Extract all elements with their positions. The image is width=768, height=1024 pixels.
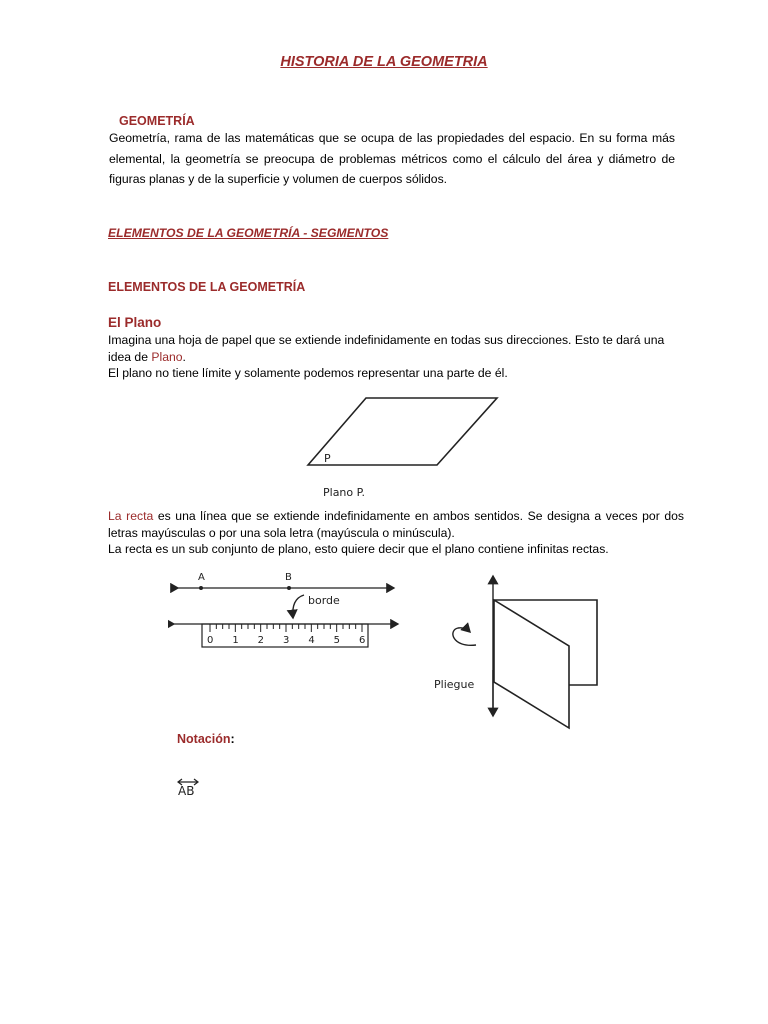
ruler-tick-label: 6 xyxy=(359,635,366,646)
recta-text2: La recta es un sub conjunto de plano, esto quiere decir que el plano contiene infinitas rectas. xyxy=(108,542,609,556)
plane-caption: Plano P. xyxy=(323,486,366,499)
edge-arrow xyxy=(293,595,304,618)
ruler-tick-label: 1 xyxy=(232,635,239,646)
notation-heading xyxy=(177,732,235,746)
paragraph-plano xyxy=(108,332,668,382)
plane-figure xyxy=(300,390,510,502)
point-a-label: A xyxy=(198,572,205,583)
plano-text-line2: El plano no tiene límite y solamente podemos representar una parte de él. xyxy=(108,366,508,380)
ruler-tick-label: 0 xyxy=(207,635,214,646)
point-a-dot xyxy=(199,586,203,590)
ruler-labels xyxy=(207,635,365,646)
ruler-tick-label: 3 xyxy=(283,635,290,646)
ruler-ticks xyxy=(210,624,362,632)
ruler-tick-label: 5 xyxy=(333,635,341,646)
recta-text1: es una línea que se extiende indefinidamente en ambos sentidos. Se designa a veces por dos letras mayúsculas o por una sola letra (mayúscula o minúscula). xyxy=(108,509,685,540)
section-heading-elementos: ELEMENTOS DE LA GEOMETRÍA xyxy=(108,280,306,294)
plane-point-label: P xyxy=(324,452,331,465)
notation-label: Notación xyxy=(177,732,231,746)
section-heading-geometria: GEOMETRÍA xyxy=(119,114,195,128)
fold-figure xyxy=(424,570,604,730)
fold-arrow xyxy=(453,628,476,646)
point-b-dot xyxy=(287,586,291,590)
plano-period: . xyxy=(182,349,186,364)
plano-highlight: Plano xyxy=(151,349,183,364)
paragraph-recta xyxy=(108,508,684,558)
fold-label: Pliegue xyxy=(434,678,475,691)
notation-symbol-text: AB xyxy=(178,784,195,798)
ruler-tick-label: 4 xyxy=(308,635,315,646)
page-title: HISTORIA DE LA GEOMETRIA xyxy=(280,54,488,70)
plane-parallelogram xyxy=(308,398,497,465)
link-elementos-segmentos[interactable]: ELEMENTOS DE LA GEOMETRÍA - SEGMENTOS xyxy=(108,226,389,240)
paragraph-geometria: Geometría, rama de las matemáticas que se ocupa de las propiedades del espacio. En su forma más elemental, la geometría se preocupa de problemas métricos como el cálculo del área y diámetro de figuras planas y de la superficie y volumen de cuerpos sólidos. xyxy=(109,131,675,186)
subheading-el-plano: El Plano xyxy=(108,315,162,330)
point-b-label: B xyxy=(285,572,292,583)
line-ruler-figure xyxy=(168,568,404,658)
notation-colon: : xyxy=(230,732,235,746)
edge-label: borde xyxy=(308,594,340,607)
recta-highlight: La recta xyxy=(108,509,154,523)
plano-text-line1: Imagina una hoja de papel que se extiende indefinidamente en todas sus direcciones. Esto te dará una idea de xyxy=(108,333,665,364)
notation-symbol xyxy=(176,776,204,800)
ruler-tick-label: 2 xyxy=(257,635,265,646)
front-plane xyxy=(494,600,569,728)
